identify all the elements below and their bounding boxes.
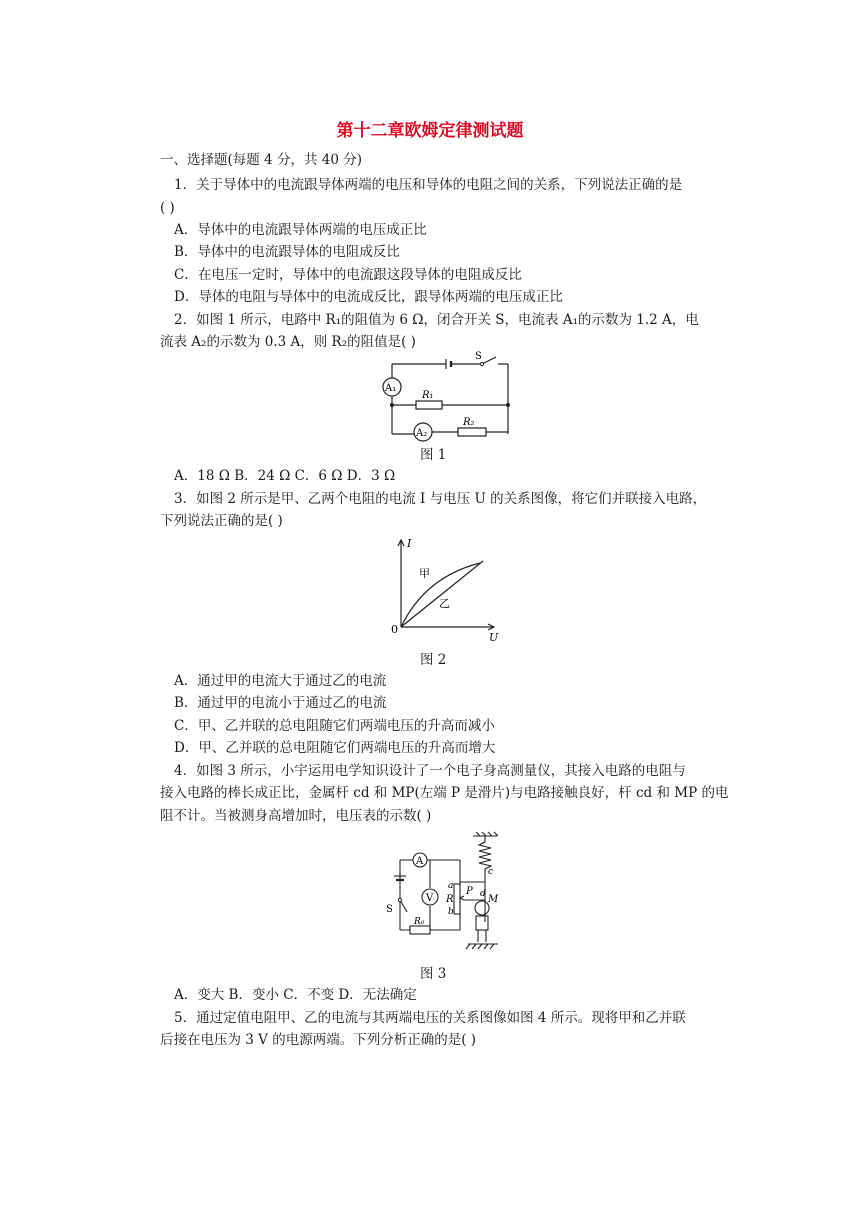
- q3-option-c: C．甲、乙并联的总电阻随它们两端电压的升高而减小: [174, 718, 495, 734]
- fig1-ammeter-a1-label: A₁: [385, 383, 397, 394]
- fig1-ammeter-a2-label: A₂: [416, 428, 428, 439]
- fig3-r-label: R: [446, 894, 454, 905]
- page-title: 第十二章欧姆定律测试题: [336, 121, 524, 141]
- q1-stem-line2: ( ): [160, 200, 175, 216]
- q2-stem-line1: 2．如图 1 所示，电路中 R₁的阻值为 6 Ω，闭合开关 S，电流表 A₁的示数为 1.2 A，电: [174, 312, 699, 328]
- q4-stem-line1: 4．如图 3 所示，小宇运用电学知识设计了一个电子身高测量仪，其接入电路的电阻与: [174, 763, 686, 779]
- q1-option-a: A．导体中的电流跟导体两端的电压成正比: [174, 222, 427, 238]
- q5-stem-line2: 后接在电压为 3 V 的电源两端。下列分析正确的是( ): [160, 1032, 477, 1048]
- section-heading: 一、选择题(每题 4 分，共 40 分): [160, 152, 362, 168]
- q3-option-b: B．通过甲的电流小于通过乙的电流: [174, 695, 387, 711]
- fig1-r1-label: R₁: [422, 390, 434, 401]
- fig2-axis-i-label: I: [407, 537, 412, 550]
- figure-1-circuit: [350, 350, 520, 442]
- fig3-switch-label: S: [386, 904, 393, 915]
- fig2-origin-label: 0: [391, 623, 398, 636]
- q1-option-d: D．导体的电阻与导体中的电流成反比，跟导体两端的电压成正比: [174, 289, 563, 305]
- fig3-d-label: d: [480, 889, 486, 899]
- fig3-ammeter-label: A: [416, 856, 424, 867]
- fig3-voltmeter-label: V: [426, 893, 434, 904]
- figure-1-caption: 图 1: [420, 447, 447, 463]
- fig3-a-label: a: [448, 881, 454, 891]
- figure-3-caption: 图 3: [420, 966, 447, 982]
- line-yi: [401, 561, 483, 627]
- q2-stem-line2: 流表 A₂的示数为 0.3 A，则 R₂的阻值是( ): [160, 334, 416, 350]
- fig3-b-label: b: [448, 907, 454, 917]
- q1-stem-line1: 1．关于导体中的电流跟导体两端的电压和导体的电阻之间的关系，下列说法正确的是: [174, 177, 683, 193]
- fig3-m-label: M: [488, 894, 499, 905]
- q1-option-b: B．导体中的电流跟导体的电阻成反比: [174, 244, 400, 260]
- q1-option-c: C．在电压一定时，导体中的电流跟这段导体的电阻成反比: [174, 267, 522, 283]
- fig1-r2-label: R₂: [463, 417, 475, 428]
- figure-2-iu-graph: [385, 535, 500, 643]
- q4-stem-line2: 接入电路的棒长成正比，金属杆 cd 和 MP(左端 P 是滑片)与电路接触良好，杆 cd 和 MP 的电: [160, 785, 729, 801]
- fig1-switch-label: S: [475, 351, 482, 362]
- q2-options: A．18 Ω B．24 Ω C．6 Ω D．3 Ω: [174, 468, 396, 484]
- fig3-p-label: P: [466, 886, 473, 897]
- fig2-jia-label: 甲: [419, 567, 430, 580]
- q3-stem-line1: 3．如图 2 所示是甲、乙两个电阻的电流 I 与电压 U 的关系图像，将它们并联接入电路，: [174, 491, 707, 507]
- q5-stem-line1: 5．通过定值电阻甲、乙的电流与其两端电压的关系图像如图 4 所示。现将甲和乙并联: [174, 1010, 686, 1026]
- q4-options: A．变大 B．变小 C．不变 D．无法确定: [174, 987, 417, 1003]
- q3-stem-line2: 下列说法正确的是( ): [160, 513, 283, 529]
- q3-option-d: D．甲、乙并联的总电阻随它们两端电压的升高而增大: [174, 740, 496, 756]
- figure-3-height-meter: [380, 830, 510, 955]
- fig2-yi-label: 乙: [439, 597, 450, 610]
- fig3-c-label: c: [488, 867, 494, 877]
- figure-2-caption: 图 2: [420, 652, 447, 668]
- q3-option-a: A．通过甲的电流大于通过乙的电流: [174, 673, 387, 689]
- q4-stem-line3: 阻不计。当被测身高增加时，电压表的示数( ): [160, 808, 432, 824]
- fig3-r0-label: R₀: [414, 917, 425, 927]
- fig2-axis-u-label: U: [489, 631, 499, 643]
